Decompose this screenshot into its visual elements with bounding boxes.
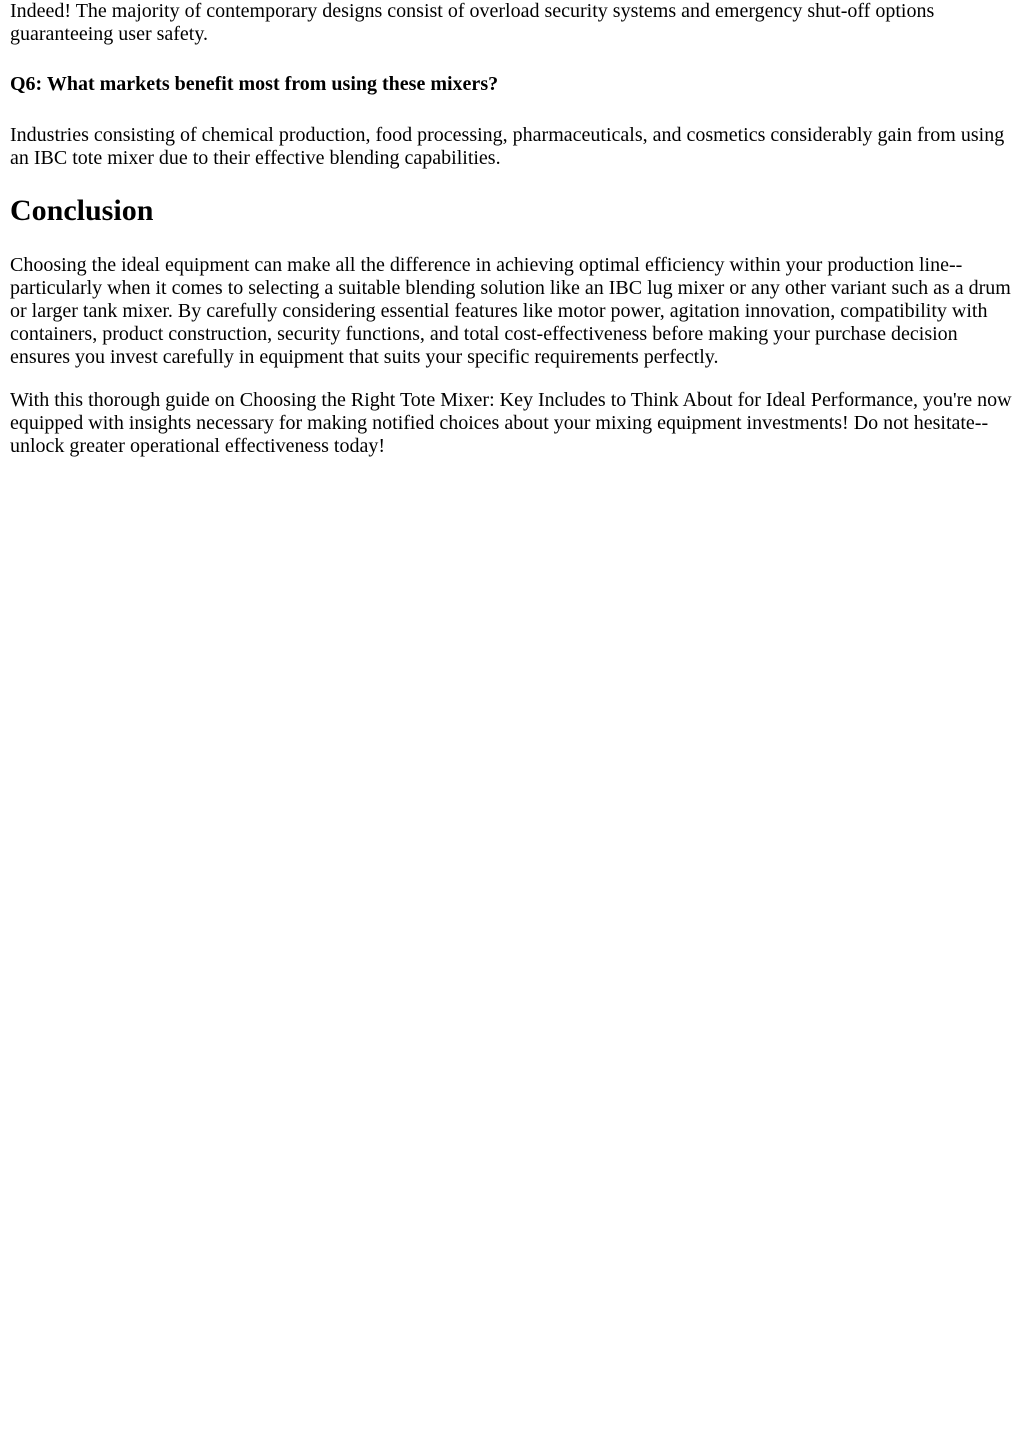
conclusion-paragraph-1: Choosing the ideal equipment can make all the difference in achieving optimal efficiency within your production line-- particularly when it comes to selecting a suitable blending solution like an IBC lug mixer or any other variant such as a drum or larger tank mixer. By carefully considering essential features like motor power, agitation innovation, compatibility with containers, product construction, security functions, and total cost-effectiveness before making your purchase decision ensures you invest carefully in equipment that suits your specific requirements perfectly. bbox=[10, 254, 1011, 368]
conclusion-paragraph-2: With this thorough guide on Choosing the Right Tote Mixer: Key Includes to Think About for Ideal Performance, you're now equipped with insights necessary for making notified choices about your mixing equipment investments! Do not hesitate-- unlock greater operational effectiveness today! bbox=[10, 389, 1012, 457]
article-body bbox=[0, 0, 1024, 458]
faq-question-q6: Q6: What markets benefit most from using these mixers? bbox=[10, 73, 499, 95]
faq-answer-q6: Industries consisting of chemical production, food processing, pharmaceuticals, and cosmetics considerably gain from using an IBC tote mixer due to their effective blending capabilities. bbox=[10, 124, 1005, 169]
faq-answer-q5: Indeed! The majority of contemporary designs consist of overload security systems and emergency shut-off options guaranteeing user safety. bbox=[10, 0, 935, 45]
conclusion-heading: Conclusion bbox=[10, 194, 154, 227]
